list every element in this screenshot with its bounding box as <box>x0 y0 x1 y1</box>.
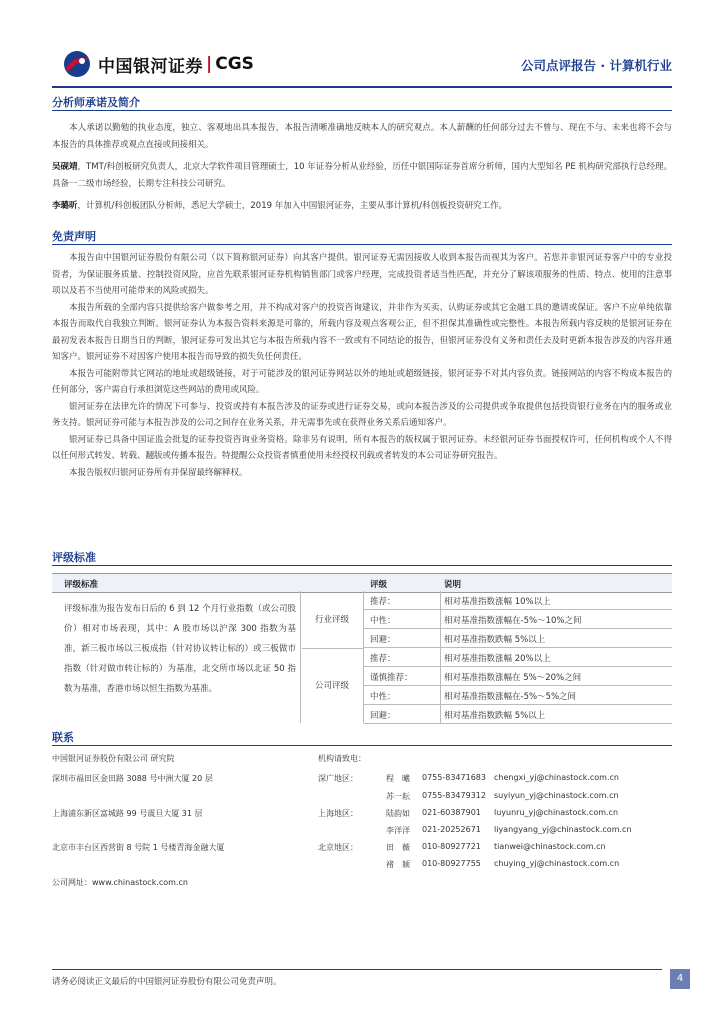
rating-desc: 相对基准指数跌幅 5%以上 <box>444 635 546 645</box>
analyst-2-name: 李璐昕 <box>52 201 78 211</box>
report-type: 公司点评报告 · 计算机行业 <box>521 58 672 73</box>
analyst-2-bio <box>52 198 672 215</box>
contact-name: 田 薇 <box>386 843 410 852</box>
address-shanghai: 上海浦东新区富城路 99 号震旦大厦 31 层 <box>52 809 203 818</box>
company-rating-row <box>364 667 672 686</box>
rating-group-divider <box>302 648 364 649</box>
footer-disclaimer: 请务必阅读正文最后的中国银河证券股份有限公司免责声明。 <box>52 977 282 987</box>
contact-email[interactable]: liyangyang_yj@chinastock.com.cn <box>494 825 632 834</box>
rating-grade: 推荐： <box>370 654 396 664</box>
contact-phone[interactable]: 010-80927755 <box>422 859 481 868</box>
disclaimer-section-title: 免责声明 <box>52 230 96 243</box>
industry-rating-row <box>364 610 672 629</box>
disclaimer-p5: 银河证券已具备中国证监会批复的证券投资咨询业务资格。除非另有说明，所有本报告的版权属于银河证券。未经银河证券书面授权许可，任何机构或个人不得以任何形式转发、转载、翻版或传播本报告。特提醒公众投资者慎重使用未经授权刊载或者转发的本公司证券研究报告。 <box>52 434 672 461</box>
rating-desc: 相对基准指数跌幅 5%以上 <box>444 711 546 721</box>
rating-grade: 中性： <box>370 616 396 626</box>
rating-divider-left <box>300 591 301 723</box>
rating-col-grade: 评级 <box>370 580 388 590</box>
analyst-1-name: 吴砚靖 <box>52 162 78 172</box>
rating-table-header <box>52 573 672 593</box>
analyst-2-desc: ，计算机/科创板团队分析师，悉尼大学硕士，2019 年加入中国银河证券，主要从事计算机/科创板投资研究工作。 <box>77 201 508 211</box>
disclaimer-section-line <box>52 244 672 245</box>
rating-section-title: 评级标准 <box>52 551 96 564</box>
disclaimer-p2: 本报告所载的全部内容只提供给客户做参考之用，并不构成对客户的投资咨询建议，并非作为买卖、认购证券或其它金融工具的邀请或保证。客户不应单纯依靠本报告而取代自我独立判断。银河证券认为本报告资料来源是可靠的，所载内容及观点客观公正，但不担保其准确性或完整性。本报告所载内容反映的是银河证券在最初发表本报告日期当日的判断，银河证券可发出其它与本报告所载内容不一致或有不同结论的报告，但银河证券没有义务和责任去及时更新本报告涉及的内容并通知客户。银河证券不对因客户使用本报告而导致的损失负任何责任。 <box>52 302 672 362</box>
analyst-1-bio <box>52 159 672 192</box>
contact-email[interactable]: chuying_yj@chinastock.com.cn <box>494 859 620 868</box>
analyst-section-body <box>52 120 672 215</box>
industry-rating-label: 行业评级 <box>314 615 349 625</box>
contact-email[interactable]: suyiyun_yj@chinastock.com.cn <box>494 791 619 800</box>
contact-phone[interactable]: 0755-83471683 <box>422 773 486 782</box>
disclaimer-p3: 本报告可能附带其它网站的地址或超级链接，对于可能涉及的银河证券网站以外的地址或超级链接，银河证券不对其内容负责。链接网站的内容不构成本报告的任何部分，客户需自行承担浏览这些网站的费用或风险。 <box>52 368 672 395</box>
rating-desc: 相对基准指数涨幅在 5%～20%之间 <box>444 673 582 683</box>
contact-phone[interactable]: 0755-83479312 <box>422 791 486 800</box>
rating-grade: 回避： <box>370 635 396 645</box>
analyst-section-title: 分析师承诺及简介 <box>52 96 140 109</box>
contact-phone[interactable]: 010-80927721 <box>422 842 481 851</box>
contact-person <box>386 773 619 784</box>
company-rating-row <box>364 705 672 724</box>
contact-person <box>386 825 632 836</box>
company-rating-row <box>364 686 672 705</box>
contact-email[interactable]: tianwei@chinastock.com.cn <box>494 842 606 851</box>
contact-email[interactable]: luyunru_yj@chinastock.com.cn <box>494 808 619 817</box>
header-divider <box>52 86 672 88</box>
analyst-commitment: 本人承诺以勤勉的执业态度，独立、客观地出具本报告，本报告清晰准确地反映本人的研究观点。本人薪酬的任何部分过去不曾与、现在不与、未来也将不会与本报告的具体推荐或观点直接或间接相关。 <box>52 123 672 150</box>
contact-name: 苏一耘 <box>386 792 410 801</box>
contact-person <box>386 842 606 853</box>
page-number: 4 <box>670 969 690 989</box>
company-rating-label: 公司评级 <box>314 681 349 691</box>
rating-grade: 中性： <box>370 692 396 702</box>
sales-contact-title: 机构请致电： <box>318 754 366 763</box>
company-rating-row <box>364 648 672 667</box>
contact-person <box>386 859 620 870</box>
rating-desc: 相对基准指数涨幅 10%以上 <box>444 597 551 607</box>
rating-col-standard: 评级标准 <box>64 580 99 590</box>
rating-desc: 相对基准指数涨幅 20%以上 <box>444 654 551 664</box>
disclaimer-body <box>52 250 672 481</box>
rating-section-line <box>52 565 672 566</box>
rating-desc: 相对基准指数涨幅在-5%～5%之间 <box>444 692 577 702</box>
contact-name: 陆韵如 <box>386 809 410 818</box>
rating-desc: 相对基准指数涨幅在-5%～10%之间 <box>444 616 582 626</box>
industry-rating-row <box>364 629 672 648</box>
rating-standard-text: 评级标准为报告发布日后的 6 到 12 个月行业指数（或公司股价）相对市场表现，其中：A 股市场以沪深 300 指数为基准，新三板市场以三板成指（针对协议转让标的）或三板做市指数（针对做市转让标的）为基准，北交所市场以北证 50 指数为基准，香港市场以恒生指数为基准。 <box>64 604 296 694</box>
contact-email[interactable]: chengxi_yj@chinastock.com.cn <box>494 773 619 782</box>
company-logo <box>62 48 254 80</box>
contact-phone[interactable]: 021-20252671 <box>422 825 481 834</box>
disclaimer-p1: 本报告由中国银河证券股份有限公司（以下简称银河证券）向其客户提供。银河证券无需因接收人收到本报告而视其为客户。若您并非银河证券客户中的专业投资者，为保证服务质量、控制投资风险，应首先联系银河证券机构销售部门或客户经理，完成投资者适当性匹配，并充分了解该项服务的性质、特点、使用的注意事项以及若不当使用可能带来的风险或损失。 <box>52 253 672 296</box>
contact-person <box>386 808 619 819</box>
analyst-1-desc: ，TMT/科创板研究负责人，北京大学软件项目管理硕士，10 年证券分析从业经验，历任中银国际证券首席分析师，国内大型知名 PE 机构研究部执行总经理。具备一二级市场经验，长期专注科技公司研究。 <box>52 162 672 189</box>
logo-chinese-text: 中国银河证券 <box>98 56 203 77</box>
contact-phone[interactable]: 021-60387901 <box>422 808 481 817</box>
rating-grade: 谨慎推荐： <box>370 673 413 683</box>
company-website[interactable]: 公司网址：www.chinastock.com.cn <box>52 878 188 887</box>
contact-name: 程 曦 <box>386 774 410 783</box>
contact-section-title: 联系 <box>52 731 74 744</box>
footer-divider <box>52 969 662 970</box>
disclaimer-p4: 银河证券在法律允许的情况下可参与、投资或持有本报告涉及的证券或进行证券交易，或向本报告涉及的公司提供或争取提供包括投资银行业务在内的服务或业务支持。银河证券可能与本报告涉及的公司之间存在业务关系，并无需事先或在获得业务关系后通知客户。 <box>52 401 672 428</box>
galaxy-logo-icon <box>62 49 92 79</box>
region-beijing: 北京地区： <box>318 843 358 852</box>
rating-grade: 回避： <box>370 711 396 721</box>
analyst-section-line <box>52 110 672 111</box>
contact-name: 褚 颖 <box>386 860 410 869</box>
logo-english-text: CGS <box>215 54 254 74</box>
address-shenzhen: 深圳市福田区金田路 3088 号中洲大厦 20 层 <box>52 774 213 783</box>
region-shenzhen: 深广地区： <box>318 774 358 783</box>
contact-section-line <box>52 745 672 746</box>
contact-person <box>386 791 619 802</box>
contact-company: 中国银河证券股份有限公司 研究院 <box>52 754 175 763</box>
contact-name: 李洋洋 <box>386 826 410 835</box>
region-shanghai: 上海地区： <box>318 809 358 818</box>
disclaimer-p6: 本报告版权归银河证券所有并保留最终解释权。 <box>69 467 248 478</box>
address-beijing: 北京市丰台区西营街 8 号院 1 号楼青海金融大厦 <box>52 843 225 852</box>
logo-separator: | <box>206 54 213 74</box>
industry-rating-row <box>364 591 672 610</box>
rating-col-desc: 说明 <box>444 580 462 590</box>
rating-grade: 推荐： <box>370 597 396 607</box>
